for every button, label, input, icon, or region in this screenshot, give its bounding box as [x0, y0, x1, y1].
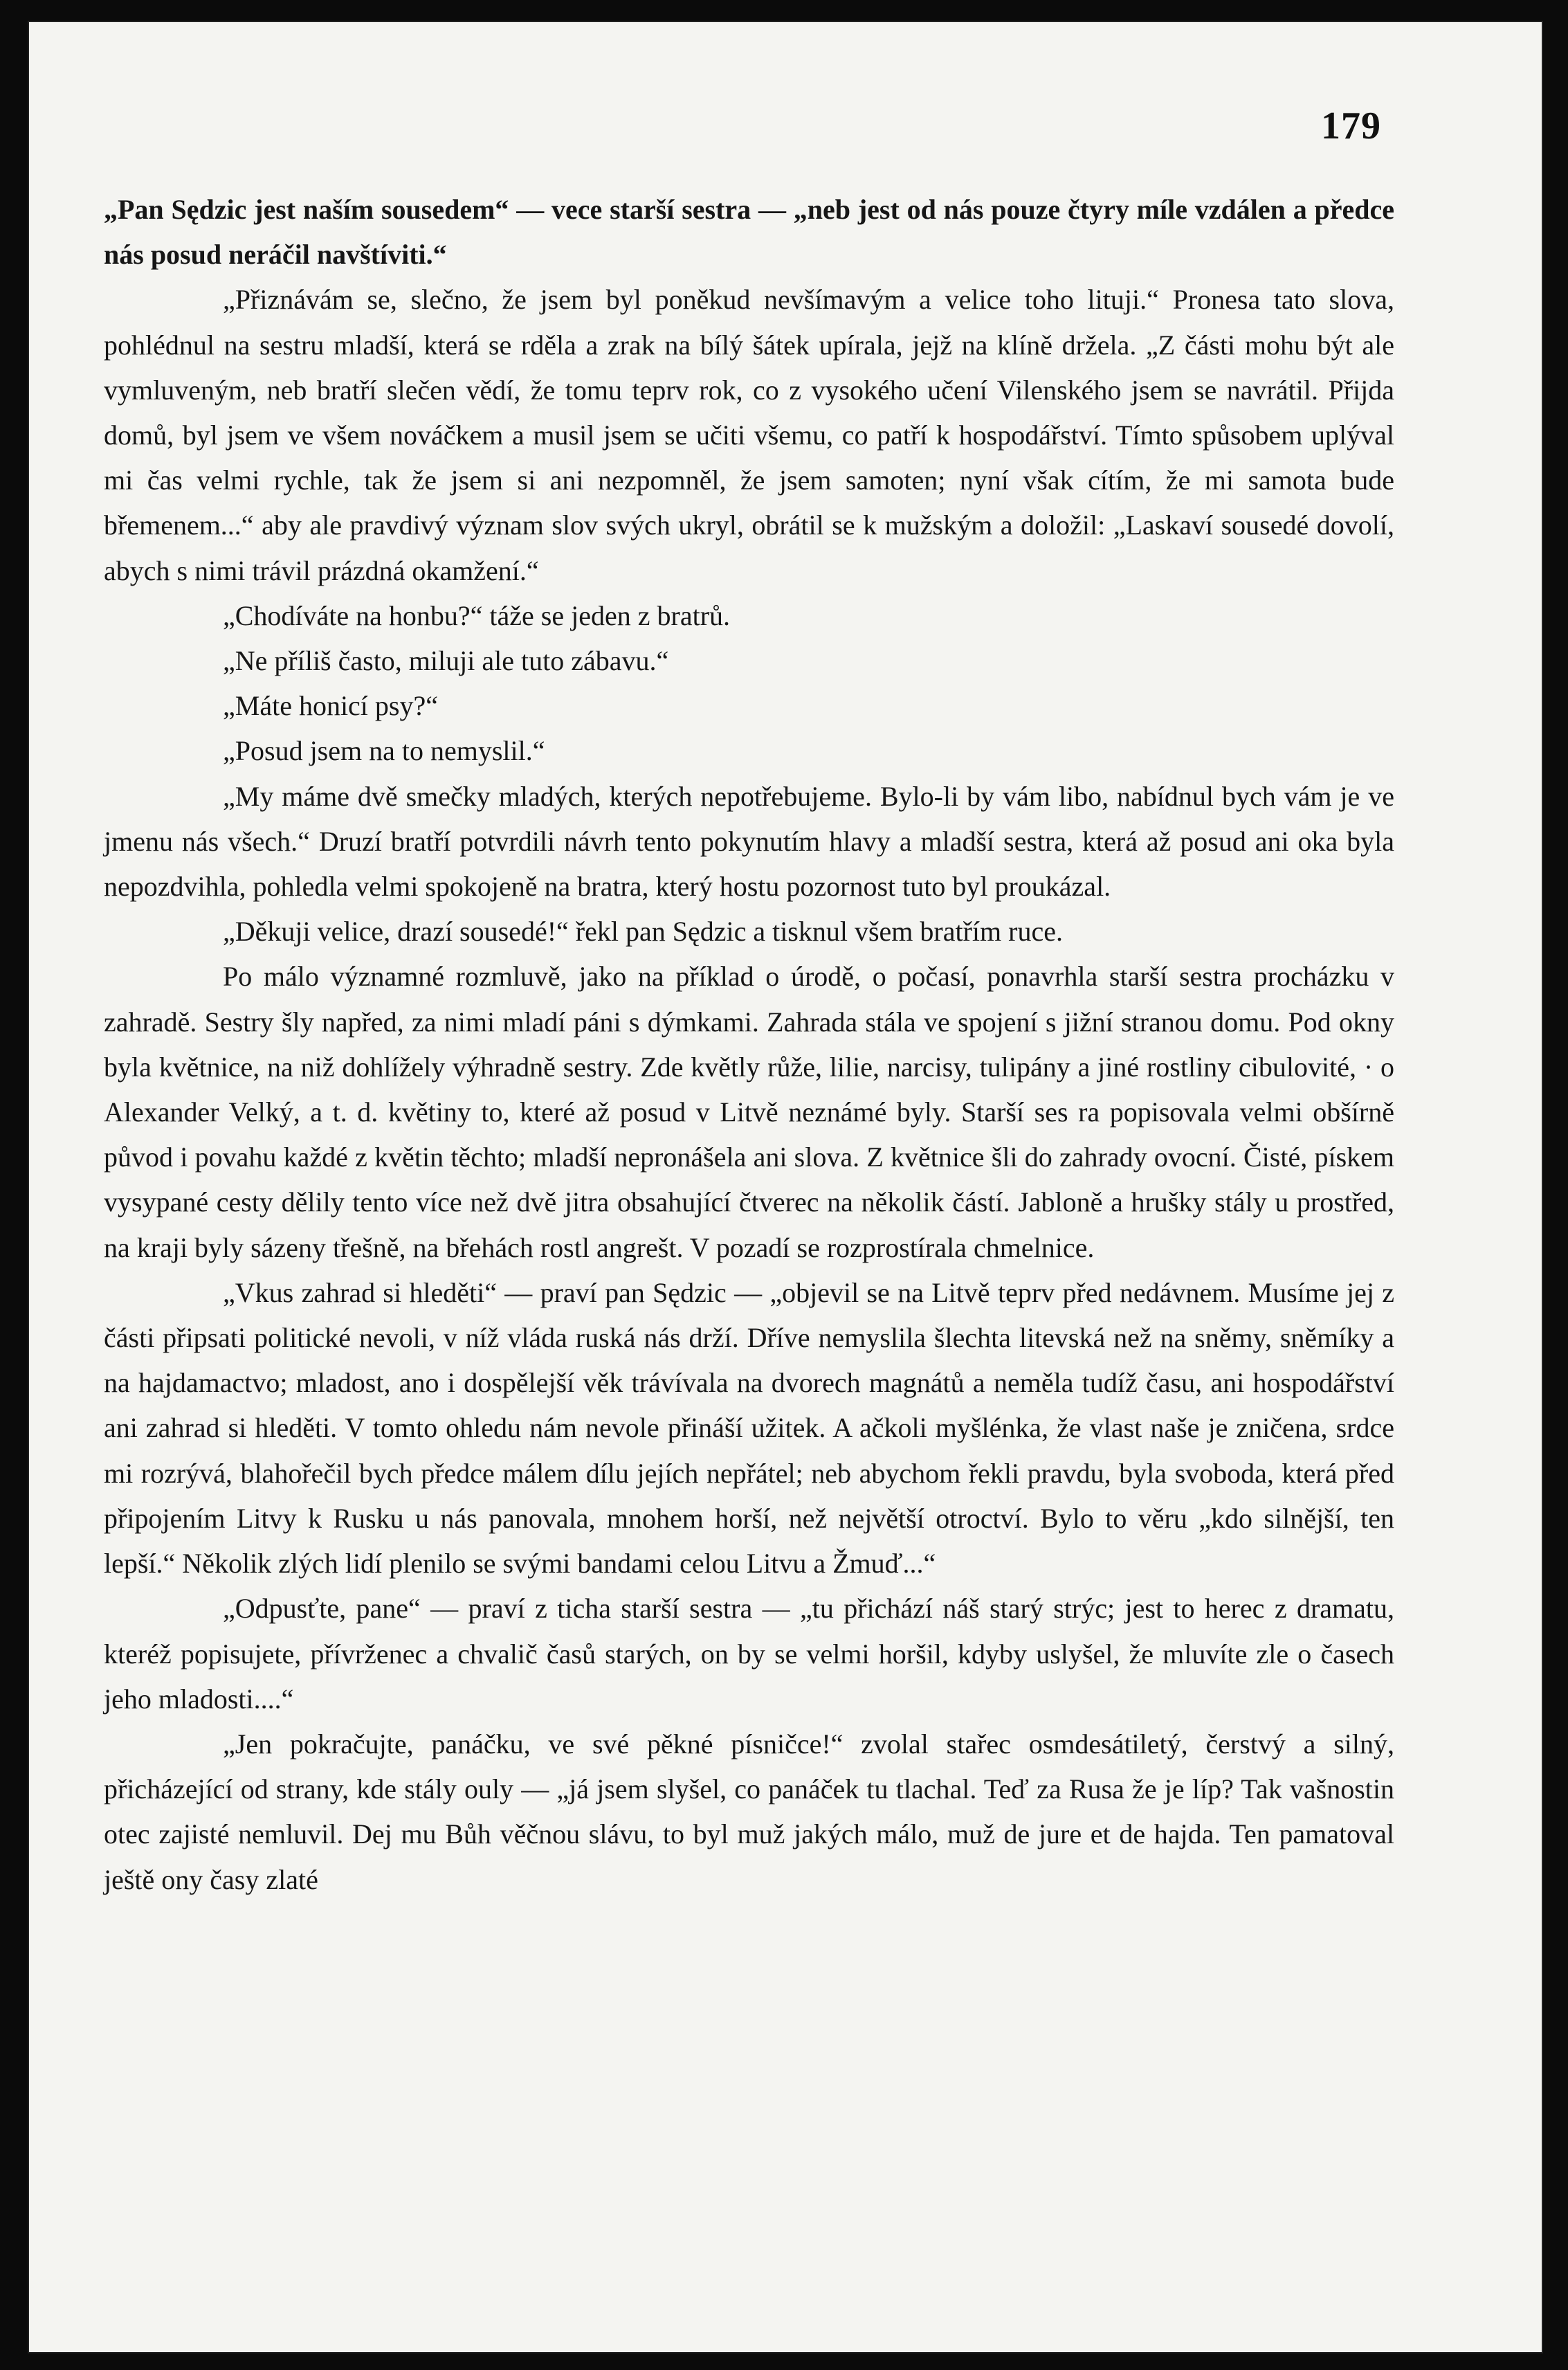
paragraph: „Přiznávám se, slečno, že jsem byl poněkud nevšímavým a velice toho lituji.“ Pronesa tato slova, pohlédnul na sestru mladší, která se rděla a zrak na bílý šátek upírala, jejž na klíně držela. „Z části mohu být ale vymluveným, neb bratří slečen vědí, že tomu teprv rok, co z vysokého učení Vilenského jsem se navrátil. Přijda domů, byl jsem ve všem nováčkem a musil jsem se učiti všemu, co patří k hospodářství. Tímto spůsobem uplýval mi čas velmi rychle, tak že jsem si ani nezpomněl, že jsem samoten; nyní však cítím, že mi samota bude břemenem...“ aby ale pravdivý význam slov svých ukryl, obrátil se k mužským a doložil: „Laskaví sousedé dovolí, abych s nimi trávil prázdná okamžení.“ — [104, 284, 1394, 586]
paragraph: „Ne příliš často, miluji ale tuto zábavu.“ — [223, 645, 669, 677]
paragraph: Po málo významné rozmluvě, jako na příklad o úrodě, o počasí, ponavrhla starší sestra procházku v zahradě. Sestry šly napřed, za nimi mladí páni s dýmkami. Zahrada stála ve spojení s jižní stranou domu. Pod okny byla květnice, na niž dohlížely výhradně sestry. Zde květly růže, lilie, narcisy, tulipány a jiné rostliny cibulovité, · o Alexander Velký, a t. d. květiny to, které až posud v Litvě neznámé byly. Starší ses ra popisovala velmi obšírně původ i povahu každé z květin těchto; mladší nepronášela ani slova. Z květnice šli do zahrady ovocní. Čisté, pískem vysypané cesty dělily tento více než dvě jitra obsahující čtverec na několik částí. Jabloně a hrušky stály u prostřed, na kraji byly sázeny třešně, na břehách rostl angrešt. V pozadí se rozprostírala chmelnice. — [104, 961, 1394, 1263]
paragraph: „Pan Sędzic jest naším sousedem“ — vece starší sestra — „neb jest od nás pouze čtyry míle vzdálen a předce nás posud neráčil navštíviti.“ — [104, 194, 1394, 271]
paragraph: „Vkus zahrad si hleděti“ — praví pan Sędzic — „objevil se na Litvě teprv před nedávnem. Musíme jej z části připsati politické nevoli, v níž vláda ruská nás drží. Dříve nemyslila šlechta litevská než na sněmy, sněmíky a na hajdamactvo; mladost, ano i dospělejší věk trávívala na dvorech magnátů a neměla tudíž času, ani hospodářství ani zahrad si hleděti. V tomto ohledu nám nevole přináší užitek. A ačkoli myšlénka, že vlast naše je zničena, srdce mi rozrývá, blahořečil bych předce málem dílu jejích nepřátel; neb abychom řekli pravdu, byla svoboda, která před připojením Litvy k Rusku u nás panovala, mnohem horší, než největší otroctví. Bylo to věru „kdo silnější, ten lepší.“ Několik zlých lidí plenilo se svými bandami celou Litvu a Žmuď...“ — [104, 1276, 1394, 1580]
page-number: 179 — [1321, 105, 1381, 147]
body-text — [104, 187, 1394, 1902]
paragraph: „Děkuji velice, drazí sousedé!“ řekl pan Sędzic a tisknul všem bratřím ruce. — [223, 916, 1063, 948]
paragraph: „Chodíváte na honbu?“ táže se jeden z bratrů. — [223, 599, 731, 631]
paragraph: „Jen pokračujte, panáčku, ve své pěkné písničce!“ zvolal stařec osmdesátiletý, čerstvý a silný, přicházející od strany, kde stály ouly — „já jsem slyšel, co panáček tu tlachal. Teď za Rusa že je líp? Tak vašnostin otec zajisté nemluvil. Dej mu Bůh věčnou slávu, to byl muž jakých málo, muž de jure et de hajda. Ten pamatoval ještě ony časy zlaté — [104, 1728, 1394, 1895]
paragraph: „Posud jsem na to nemyslil.“ — [223, 735, 545, 767]
paragraph: „Máte honicí psy?“ — [223, 690, 438, 722]
paragraph: „Odpusťte, pane“ — praví z ticha starší sestra — „tu přichází náš starý strýc; jest to herec z dramatu, kteréž popisujete, přívrženec a chvalič časů starých, on by se velmi horšil, kdyby uslyšel, že mluvíte zle o časech jeho mladosti....“ — [104, 1593, 1394, 1715]
paragraph: „My máme dvě smečky mladých, kterých nepotřebujeme. Bylo-li by vám libo, nabídnul bych vám je ve jmenu nás všech.“ Druzí bratří potvrdili návrh tento pokynutím hlavy a mladší sestra, která až posud ani oka byla nepozdvihla, pohledla velmi spokojeně na bratra, který hostu pozornost tuto byl proukázal. — [104, 780, 1394, 903]
